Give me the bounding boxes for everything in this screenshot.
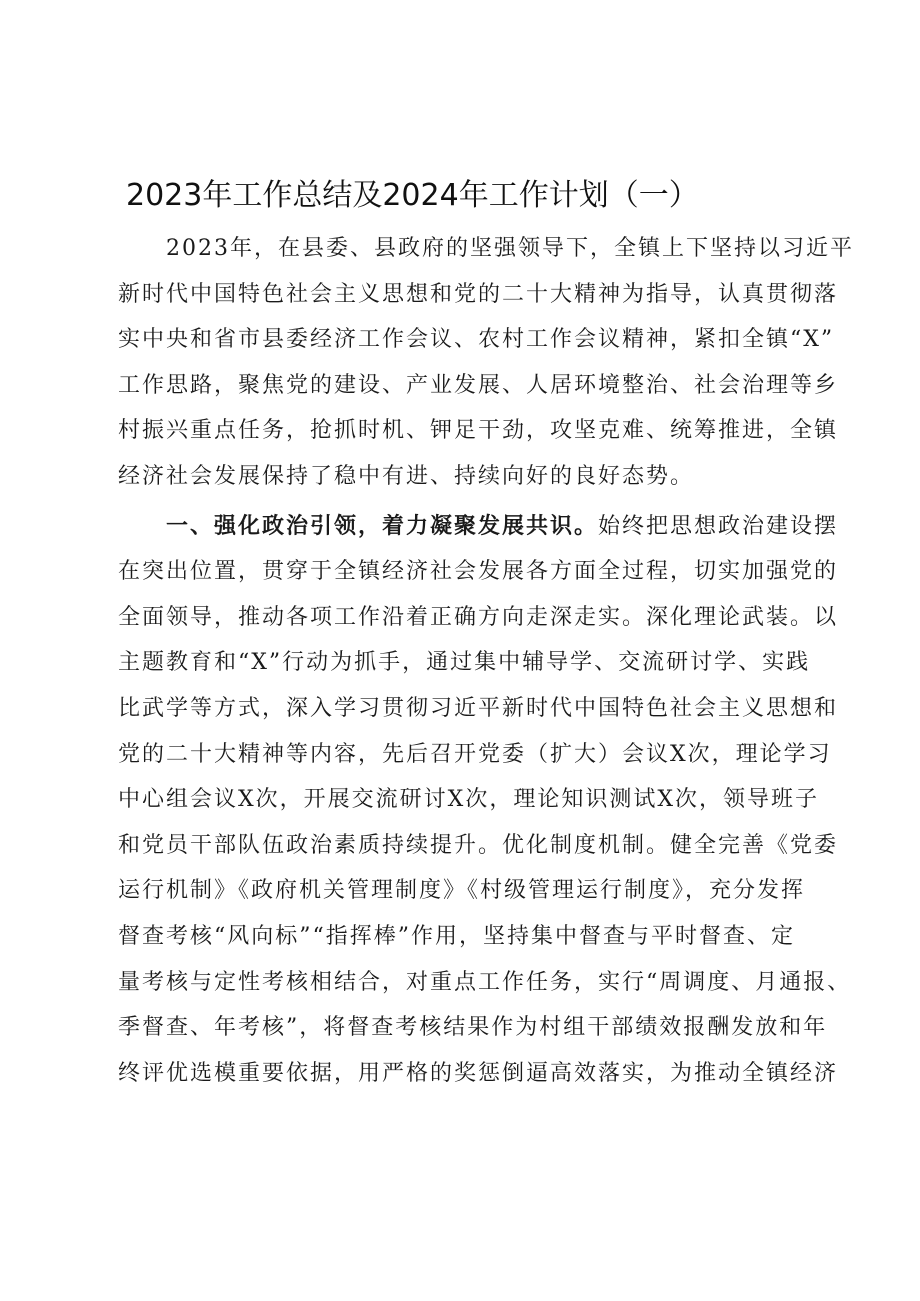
- paragraph-line: 在突出位置，贯穿于全镇经济社会发展各方面全过程，切实加强党的: [118, 559, 839, 585]
- paragraph-line: 党的二十大精神等内容，先后召开党委（扩大）会议X次，理论学习: [118, 741, 832, 767]
- paragraph-line: 量考核与定性考核相结合，对重点工作任务，实行“周调度、月通报、: [118, 969, 852, 995]
- paragraph-line: 督查考核“风向标”“指挥棒”作用，坚持集中督查与平时督查、定: [118, 923, 795, 949]
- section-heading: 一、强化政治引领，着力凝聚发展共识。: [118, 513, 599, 539]
- paragraph-line: 实中央和省市县委经济工作会议、农村工作会议精神，紧扣全镇“X”: [118, 327, 835, 353]
- paragraph-line: [118, 504, 839, 550]
- document-body: [118, 226, 854, 1096]
- paragraph-line: 和党员干部队伍政治素质持续提升。优化制度机制。健全完善《党委: [118, 832, 839, 858]
- paragraph-line: 经济社会发展保持了稳中有进、持续向好的良好态势。: [118, 463, 695, 489]
- paragraph-line: 2023年，在县委、县政府的坚强领导下，全镇上下坚持以习近平: [118, 236, 854, 261]
- paragraph-line: 终评优选模重要依据，用严格的奖惩倒逼高效落实，为推动全镇经济: [118, 1060, 839, 1086]
- paragraph-line: 新时代中国特色社会主义思想和党的二十大精神为指导，认真贯彻落: [118, 281, 839, 307]
- paragraph-line: 工作思路，聚焦党的建设、产业发展、人居环境整治、社会治理等乡: [118, 372, 839, 398]
- paragraph-line: 季督查、年考核”，将督查考核结果作为村组干部绩效报酬发放和年: [118, 1015, 828, 1041]
- document-title: 2023年工作总结及2024年工作计划（一）: [126, 178, 699, 213]
- paragraph-section-one: [118, 504, 852, 1097]
- paragraph-line: 全面领导，推动各项工作沿着正确方向走深走实。深化理论武装。以: [118, 604, 839, 630]
- section-first-line-text: 始终把思想政治建设摆: [598, 513, 839, 539]
- paragraph-line: 主题教育和“X”行动为抓手，通过集中辅导学、交流研讨学、实践: [118, 650, 811, 676]
- paragraph-line: 运行机制》《政府机关管理制度》《村级管理运行制度》，充分发挥: [118, 878, 806, 904]
- paragraph-line: 中心组会议X次，开展交流研讨X次，理论知识测试X次，领导班子: [118, 787, 819, 813]
- paragraph-line: 村振兴重点任务，抢抓时机、钾足干劲，攻坚克难、统筹推进，全镇: [118, 418, 839, 444]
- paragraph-intro: [118, 226, 854, 500]
- paragraph-line: 比武学等方式，深入学习贯彻习近平新时代中国特色社会主义思想和: [118, 695, 839, 721]
